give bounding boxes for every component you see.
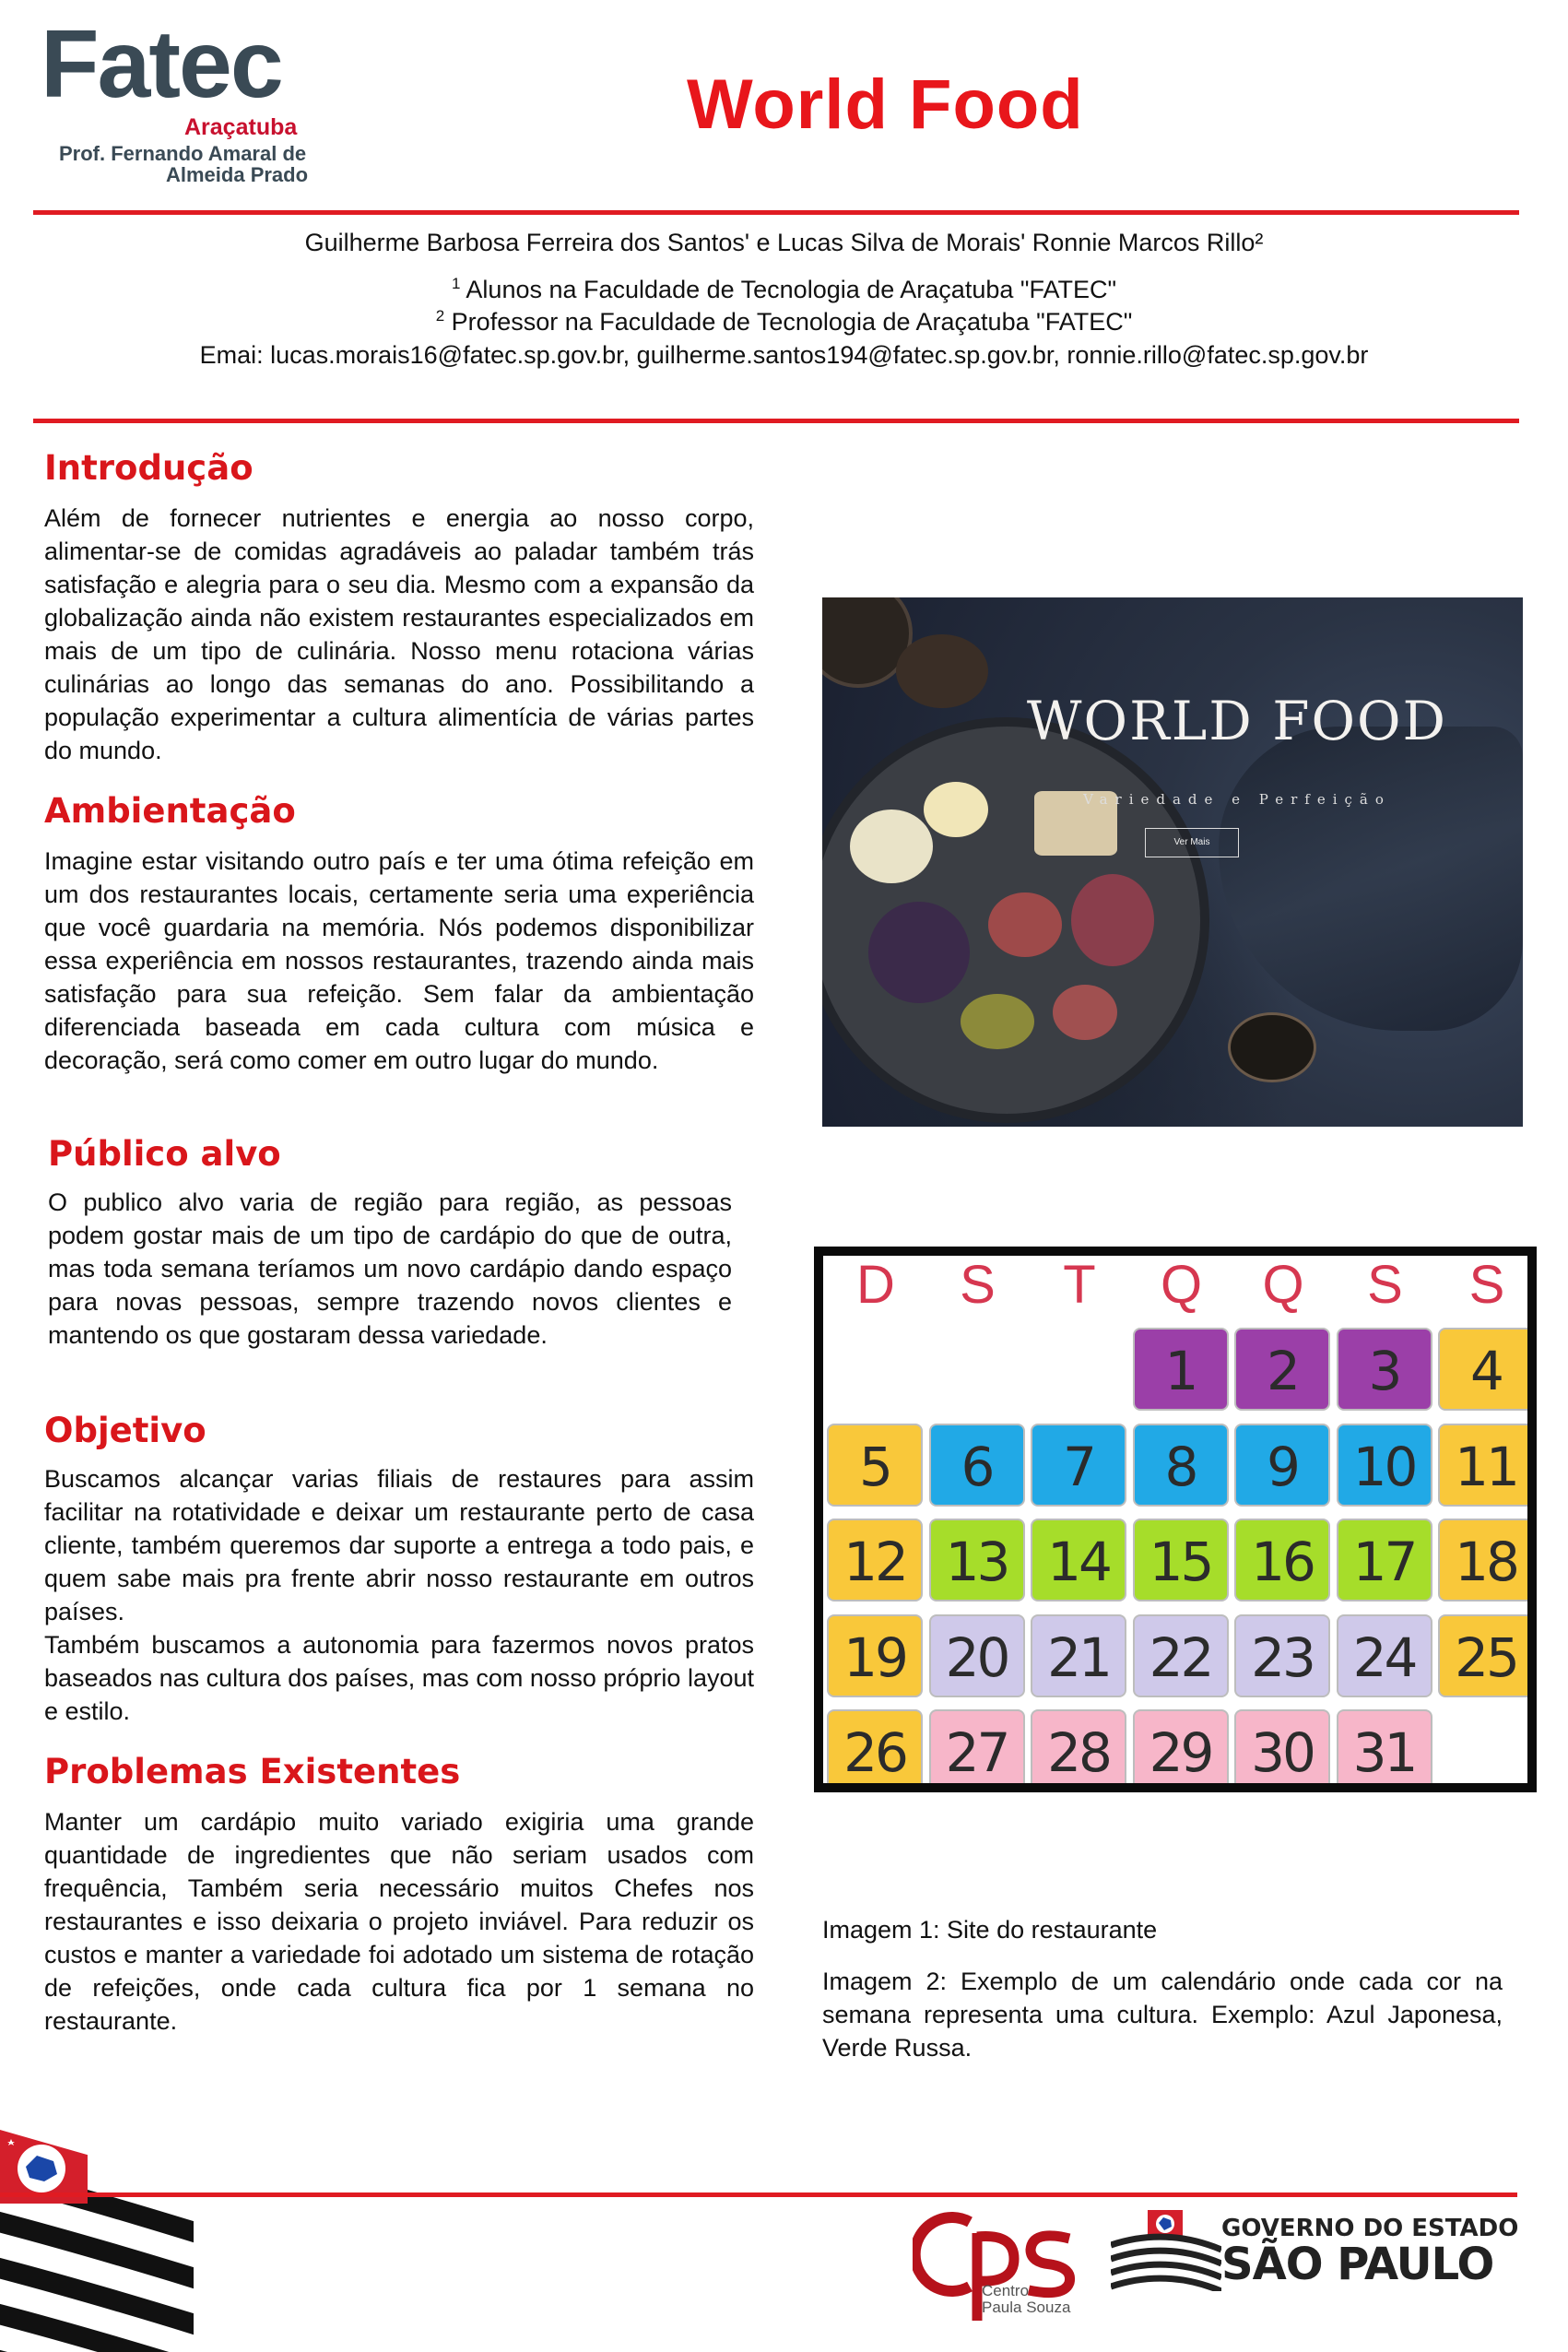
calendar-day: 28 (1031, 1709, 1126, 1792)
calendar-day: 1 (1133, 1328, 1229, 1411)
calendar-day: 10 (1337, 1424, 1432, 1507)
calendar-day: 25 (1438, 1614, 1534, 1697)
calendar-weekday-header: S (1468, 1255, 1503, 1315)
contact-emails: Emai: lucas.morais16@fatec.sp.gov.br, guilherme.santos194@fatec.sp.gov.br, ronnie.rillo@fatec.sp.gov.br (199, 341, 1369, 369)
gov-logo-text-top: GOVERNO DO ESTADO (1221, 2215, 1519, 2242)
calendar-day: 26 (827, 1709, 923, 1792)
calendar-day: 30 (1234, 1709, 1330, 1792)
fatec-logo: Fatec (41, 11, 282, 118)
egg-decoration (924, 782, 988, 837)
calendar-day: 17 (1337, 1519, 1432, 1601)
fatec-logo-name-line2: Almeida Prado (166, 163, 309, 186)
calendar-weekday-header: T (1063, 1255, 1094, 1315)
calendar-day: 4 (1438, 1328, 1534, 1411)
calendar-weekday-header: D (856, 1255, 893, 1315)
sao-paulo-flag-decoration (0, 2130, 194, 2352)
olives-decoration (961, 994, 1034, 1049)
calendar-day: 29 (1133, 1709, 1229, 1792)
cloth-decoration (1219, 727, 1523, 1031)
calendar-day: 18 (1438, 1519, 1534, 1601)
calendar-weekday-header: S (1367, 1255, 1401, 1315)
problems-title: Problemas Existentes (44, 1752, 461, 1791)
calendar-day: 8 (1133, 1424, 1229, 1507)
calendar-day: 12 (827, 1519, 923, 1601)
calendar-day: 24 (1337, 1614, 1432, 1697)
header-divider-bottom (33, 419, 1519, 423)
calendar-day: 27 (929, 1709, 1025, 1792)
objective-text-2: Também buscamos a autonomia para fazermos novos pratos baseados nas cultura dos países, mas com nosso próprio layout e estilo. (44, 1631, 754, 1725)
calendar-day: 23 (1234, 1614, 1330, 1697)
fig-decoration (1053, 985, 1117, 1040)
ambient-text: Imagine estar visitando outro país e ter uma ótima refeição em um dos restaurantes locais, certamente seria uma experiência que você guardaria na memória. Nós podemos disponibilizar essa experiência em nossos restaurantes, trazendo ainda mais satisfação para sua refeição. Sem falar da ambientação diferenciada baseada em cada cultura com música e decoração, será como comer em outro lugar do mundo. (44, 847, 754, 1074)
authors: Guilherme Barbosa Ferreira dos Santos' e Lucas Silva de Morais' Ronnie Marcos Rillo² (304, 229, 1264, 256)
problems-text: Manter um cardápio muito variado exigiria uma grande quantidade de ingredientes que não seriam usados com frequência, Também seria necessário muitos Chefes nos restaurantes e isso deixaria o projeto inviável. Para reduzir os custos e manter a variedade foi adotado um sistema de rotação de refeições, onde cada cultura fica por 1 semana no restaurante. (44, 1808, 754, 2035)
calendar-day: 9 (1234, 1424, 1330, 1507)
restaurant-site-image (822, 597, 1523, 1127)
poster-title: World Food (687, 65, 1084, 144)
calendar-day: 5 (827, 1424, 923, 1507)
calendar-day: 3 (1337, 1328, 1432, 1411)
egg-decoration (850, 810, 933, 883)
culture-calendar (814, 1247, 1537, 1792)
calendar-day: 14 (1031, 1519, 1126, 1601)
header-divider-top (33, 210, 1519, 215)
calendar-day: 16 (1234, 1519, 1330, 1601)
calendar-weekday-header: Q (1160, 1255, 1201, 1315)
calendar-day: 13 (929, 1519, 1025, 1601)
objective-title: Objetivo (44, 1411, 206, 1450)
sp-government-emblem-icon (1111, 2208, 1221, 2291)
calendar-day: 11 (1438, 1424, 1534, 1507)
flag-stripes-icon (0, 2130, 194, 2352)
footer-divider (0, 2192, 1517, 2197)
calendar-day: 31 (1337, 1709, 1432, 1792)
calendar-day: 22 (1133, 1614, 1229, 1697)
calendar-day: 21 (1031, 1614, 1126, 1697)
site-more-button: Ver Mais (1145, 828, 1239, 857)
site-hero-title: WORLD FOOD (1026, 690, 1448, 752)
audience-text: O publico alvo varia de região para região, as pessoas podem gostar mais de um tipo de cardápio do que de outra, mas toda semana teríamos um novo cardápio dando espaço para novas pessoas, sempre trazendo novos clientes e mantendo os que gostaram dessa variedade. (48, 1188, 732, 1349)
objective-text-1: Buscamos alcançar varias filiais de restaures para assim facilitar na rotatividade e deixar um restaurante perto de casa cliente, também queremos dar suporte a entrega a todo pais, e quem sabe mais pra frente abrir nosso restaurante em outros países. (44, 1465, 754, 1625)
cps-logo-text: Centro Paula Souza (982, 2282, 1071, 2316)
fatec-logo-city: Araçatuba (184, 114, 298, 140)
calendar-day: 6 (929, 1424, 1025, 1507)
caption-image-2: Imagem 2: Exemplo de um calendário onde cada cor na semana representa uma cultura. Exemplo: Azul Japonesa, Verde Russa. (822, 1968, 1503, 2062)
affiliation-1: $^1$ Alunos na Faculdade de Tecnologia de Araçatuba "FATEC" (451, 275, 1117, 303)
gov-logo-text-bottom: SÃO PAULO (1221, 2239, 1494, 2290)
calendar-weekday-header: S (960, 1255, 994, 1315)
calendar-day: 19 (827, 1614, 923, 1697)
food-plate (822, 727, 1200, 1114)
fatec-logo-name-line1: Prof. Fernando Amaral de (59, 142, 307, 165)
caption-image-1: Imagem 1: Site do restaurante (822, 1916, 1158, 1944)
calendar-day: 7 (1031, 1424, 1126, 1507)
fig-decoration (988, 892, 1062, 957)
calendar-day: 2 (1234, 1328, 1330, 1411)
calendar-weekday-header: Q (1262, 1255, 1303, 1315)
calendar-day: 15 (1133, 1519, 1229, 1601)
grapes-decoration (868, 902, 970, 1003)
ham-decoration (1071, 874, 1154, 966)
calendar-day: 20 (929, 1614, 1025, 1697)
pepper-bowl-decoration (1228, 1012, 1316, 1082)
affiliation-2: $^2$ Professor na Faculdade de Tecnologia de Araçatuba "FATEC" (435, 307, 1133, 336)
intro-title: Introdução (44, 448, 253, 488)
audience-title: Público alvo (48, 1134, 281, 1174)
site-hero-subtitle: Variedade e Perfeição (1083, 791, 1391, 808)
ambient-title: Ambientação (44, 791, 296, 831)
intro-text: Além de fornecer nutrientes e energia ao nosso corpo, alimentar-se de comidas agradáveis ao paladar também trás satisfação e alegria para o seu dia. Mesmo com a expansão da globalização ainda não existem restaurantes especializados em mais de um tipo de culinária. Nosso menu rotaciona várias culinárias ao longo das semanas do ano. Possibilitando a população experimentar a cultura alimentícia de várias partes do mundo. (44, 504, 754, 764)
